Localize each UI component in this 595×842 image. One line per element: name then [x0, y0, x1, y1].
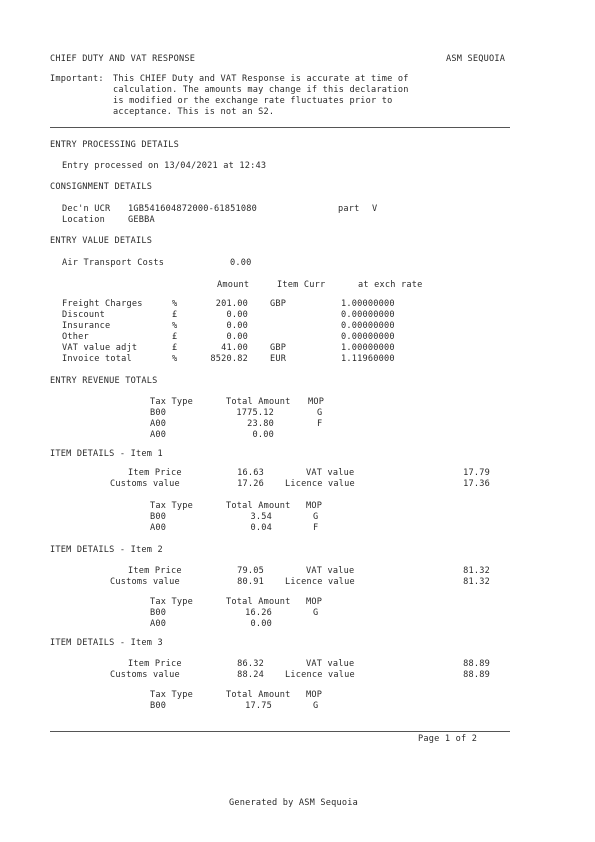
processing-line: Entry processed on 13/04/2021 at 12:43 — [62, 161, 267, 171]
tax-mop: G — [313, 512, 319, 522]
tax-type: B00 — [150, 701, 167, 711]
row-symbol: £ — [172, 343, 178, 353]
important-line: is modified or the exchange rate fluctuates prior to — [113, 96, 393, 106]
ducr-value: 1GB541604872000-61851080 — [128, 204, 257, 214]
important-label: Important: — [50, 74, 104, 84]
part-label: part — [338, 204, 360, 214]
vat-value-label: VAT value — [306, 468, 355, 478]
row-currency: GBP — [270, 299, 287, 309]
row-amount: 0.00 — [226, 310, 248, 320]
row-rate: 0.00000000 — [341, 332, 395, 342]
ducr-label: Dec'n UCR — [62, 204, 111, 214]
processing-heading: ENTRY PROCESSING DETAILS — [50, 140, 179, 150]
row-label: Freight Charges — [62, 299, 143, 309]
tax-type: B00 — [150, 408, 167, 418]
row-amount: 0.00 — [226, 321, 248, 331]
tax-type: A00 — [150, 523, 167, 533]
tax-total: 1775.12 — [236, 408, 274, 418]
row-rate: 0.00000000 — [341, 321, 395, 331]
col-total-header: Total Amount — [226, 597, 291, 607]
row-label: Invoice total — [62, 354, 132, 364]
row-symbol: % — [172, 321, 178, 331]
licence-value-label: Licence value — [285, 479, 355, 489]
col-total-header: Total Amount — [226, 397, 291, 407]
row-amount: 41.00 — [221, 343, 248, 353]
important-line: This CHIEF Duty and VAT Response is accurate at time of — [113, 74, 409, 84]
consignment-heading: CONSIGNMENT DETAILS — [50, 182, 153, 192]
vat-value: 81.32 — [463, 566, 490, 576]
vat-value: 88.89 — [463, 659, 490, 669]
customs-value-label: Customs value — [110, 479, 180, 489]
customs-value: 88.24 — [237, 670, 264, 680]
tax-mop: G — [313, 608, 319, 618]
licence-value: 88.89 — [463, 670, 490, 680]
item-price-label: Item Price — [128, 566, 182, 576]
row-amount: 201.00 — [215, 299, 248, 309]
item-heading: ITEM DETAILS - Item 1 — [50, 449, 163, 459]
row-label: VAT value adjt — [62, 343, 138, 353]
entry-value-heading: ENTRY VALUE DETAILS — [50, 236, 153, 246]
location-value: GEBBA — [128, 215, 155, 225]
col-mop-header: MOP — [306, 690, 323, 700]
customs-value-label: Customs value — [110, 577, 180, 587]
col-total-header: Total Amount — [226, 501, 291, 511]
air-transport-label: Air Transport Costs — [62, 258, 165, 268]
col-tax-type-header: Tax Type — [150, 597, 193, 607]
item-price-label: Item Price — [128, 468, 182, 478]
col-tax-type-header: Tax Type — [150, 501, 193, 511]
row-amount: 0.00 — [226, 332, 248, 342]
row-symbol: £ — [172, 310, 178, 320]
company-name: ASM SEQUOIA — [446, 54, 506, 64]
customs-value-label: Customs value — [110, 670, 180, 680]
tax-total: 17.75 — [245, 701, 272, 711]
licence-value: 81.32 — [463, 577, 490, 587]
item-price-value: 16.63 — [237, 468, 264, 478]
location-label: Location — [62, 215, 105, 225]
row-currency: EUR — [270, 354, 287, 364]
vat-value-label: VAT value — [306, 659, 355, 669]
customs-value: 80.91 — [237, 577, 264, 587]
tax-total: 0.04 — [250, 523, 272, 533]
customs-value: 17.26 — [237, 479, 264, 489]
tax-mop: G — [313, 701, 319, 711]
divider — [50, 127, 510, 128]
item-heading: ITEM DETAILS - Item 3 — [50, 638, 163, 648]
row-amount: 8520.82 — [210, 354, 248, 364]
row-currency: GBP — [270, 343, 287, 353]
footer-generated-by: Generated by ASM Sequoia — [229, 798, 358, 808]
item-price-label: Item Price — [128, 659, 182, 669]
row-symbol: % — [172, 299, 178, 309]
tax-total: 0.00 — [250, 619, 272, 629]
row-symbol: £ — [172, 332, 178, 342]
row-rate: 0.00000000 — [341, 310, 395, 320]
row-rate: 1.00000000 — [341, 343, 395, 353]
vat-value: 17.79 — [463, 468, 490, 478]
tax-type: B00 — [150, 608, 167, 618]
col-curr-header: Item Curr — [277, 280, 326, 290]
licence-value-label: Licence value — [285, 577, 355, 587]
important-line: acceptance. This is not an S2. — [113, 107, 275, 117]
document-title: CHIEF DUTY AND VAT RESPONSE — [50, 54, 196, 64]
row-rate: 1.11960000 — [341, 354, 395, 364]
col-mop-header: MOP — [306, 501, 323, 511]
row-symbol: % — [172, 354, 178, 364]
vat-value-label: VAT value — [306, 566, 355, 576]
air-transport-value: 0.00 — [230, 258, 252, 268]
row-rate: 1.00000000 — [341, 299, 395, 309]
revenue-heading: ENTRY REVENUE TOTALS — [50, 376, 158, 386]
col-tax-type-header: Tax Type — [150, 397, 193, 407]
tax-total: 16.26 — [245, 608, 272, 618]
page-indicator: Page 1 of 2 — [418, 734, 478, 744]
licence-value: 17.36 — [463, 479, 490, 489]
col-rate-header: at exch rate — [358, 280, 423, 290]
col-mop-header: MOP — [306, 597, 323, 607]
tax-mop: F — [317, 419, 323, 429]
tax-type: B00 — [150, 512, 167, 522]
row-label: Other — [62, 332, 89, 342]
row-label: Insurance — [62, 321, 111, 331]
item-heading: ITEM DETAILS - Item 2 — [50, 545, 163, 555]
important-line: calculation. The amounts may change if this declaration — [113, 85, 409, 95]
tax-total: 3.54 — [250, 512, 272, 522]
tax-total: 23.80 — [247, 419, 274, 429]
tax-mop: G — [317, 408, 323, 418]
col-tax-type-header: Tax Type — [150, 690, 193, 700]
part-value: V — [372, 204, 378, 214]
licence-value-label: Licence value — [285, 670, 355, 680]
tax-type: A00 — [150, 619, 167, 629]
divider — [50, 731, 510, 732]
item-price-value: 79.05 — [237, 566, 264, 576]
tax-type: A00 — [150, 430, 167, 440]
tax-total: 0.00 — [252, 430, 274, 440]
item-price-value: 86.32 — [237, 659, 264, 669]
col-total-header: Total Amount — [226, 690, 291, 700]
tax-type: A00 — [150, 419, 167, 429]
col-mop-header: MOP — [308, 397, 325, 407]
tax-mop: F — [313, 523, 319, 533]
col-amount-header: Amount — [217, 280, 250, 290]
row-label: Discount — [62, 310, 105, 320]
